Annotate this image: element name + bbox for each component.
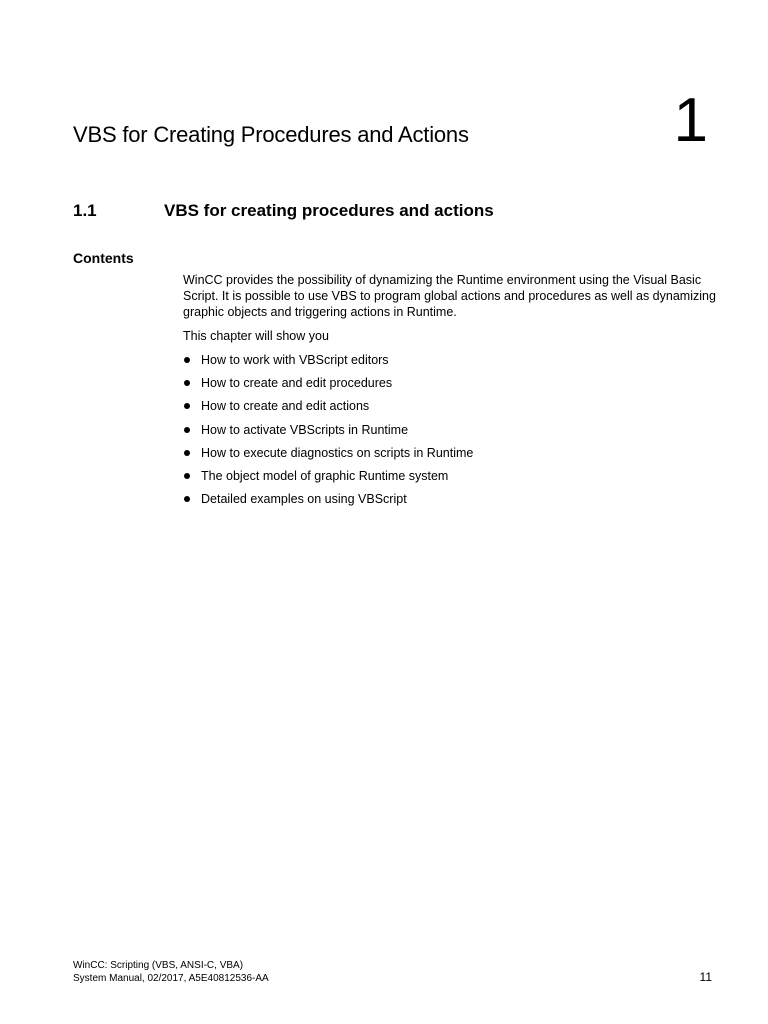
contents-heading: Contents [73,250,134,266]
bullet-icon [184,473,190,479]
list-item [183,445,723,468]
footer-doc-id: System Manual, 02/2017, A5E40812536-AA [73,973,269,984]
list-item-label: How to create and edit procedures [201,376,393,391]
list-item-label: The object model of graphic Runtime system [201,468,449,483]
chapter-number: 1 [673,86,708,155]
bullet-icon [184,450,190,456]
chapter-title: VBS for Creating Procedures and Actions [73,122,469,147]
list-item [183,352,723,375]
list-item-label: How to create and edit actions [201,399,370,414]
bullet-icon [184,427,190,433]
footer-doc-title: WinCC: Scripting (VBS, ANSI-C, VBA) [73,960,244,971]
list-item-label: How to work with VBScript editors [201,353,389,367]
page-number: 11 [699,970,712,984]
list-item [183,468,723,491]
bullet-icon [184,357,190,363]
footer-info [73,959,269,985]
contents-body [183,272,723,514]
list-item [183,491,723,514]
list-item [183,422,723,445]
section-title: VBS for creating procedures and actions [164,201,494,220]
topic-list [183,352,723,514]
list-item-label: How to activate VBScripts in Runtime [201,422,409,437]
lead-paragraph: This chapter will show you [183,329,329,343]
intro-paragraph: WinCC provides the possibility of dynamizing the Runtime environment using the Visual Basic Script. It is possible to use VBS to program global actions and procedures as well as dynamizing graphic objects and triggering actions in Runtime. [183,273,716,319]
section-number: 1.1 [73,201,97,220]
list-item-label: Detailed examples on using VBScript [201,492,407,507]
bullet-icon [184,496,190,502]
list-item [183,398,723,421]
list-item-label: How to execute diagnostics on scripts in Runtime [201,445,474,460]
list-item [183,375,723,398]
bullet-icon [184,380,190,386]
bullet-icon [184,403,190,409]
